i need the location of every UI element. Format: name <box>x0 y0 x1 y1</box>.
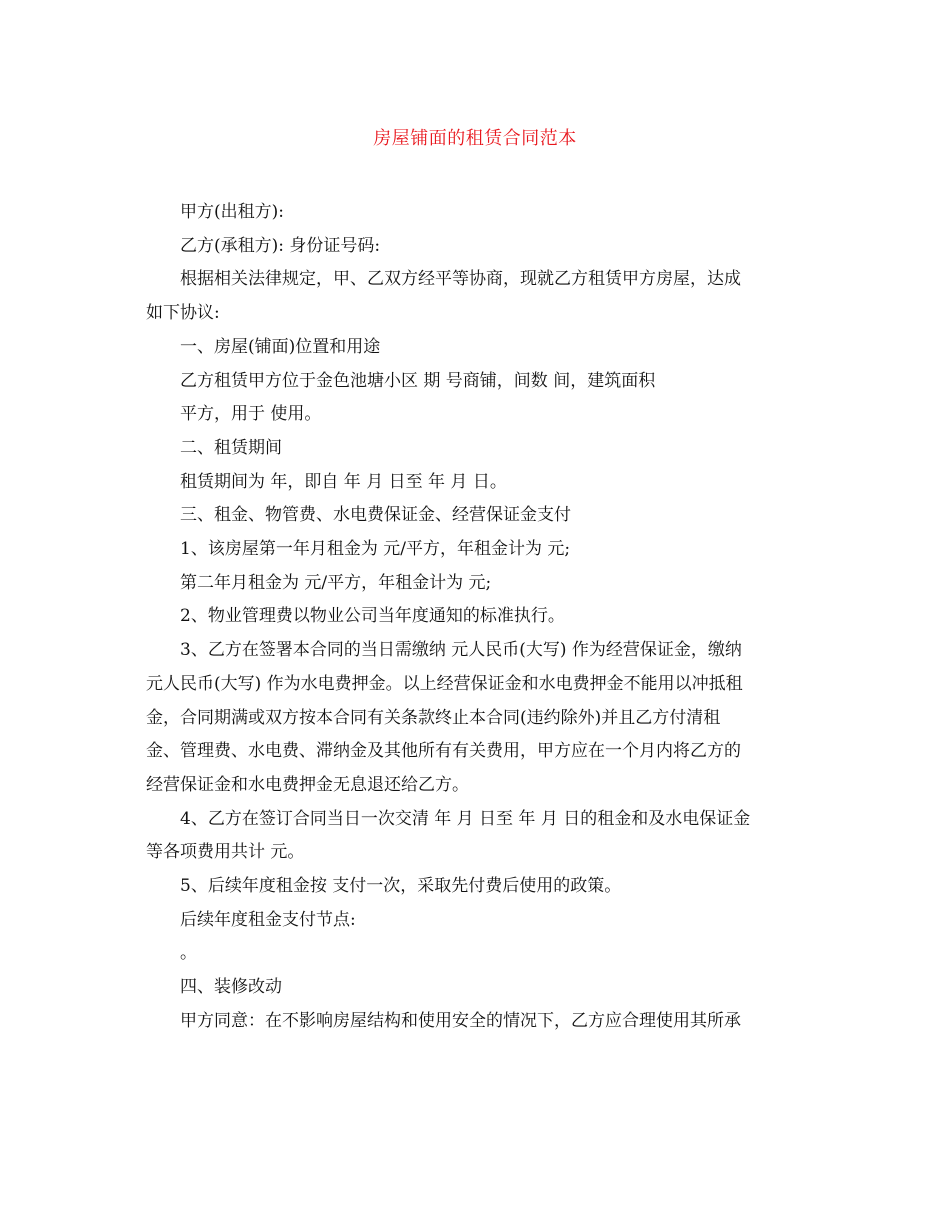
document-line: 四、装修改动 <box>180 977 282 998</box>
document-line: 一、房屋(铺面)位置和用途 <box>180 336 381 357</box>
document-line: 第二年月租金为 元/平方，年租金计为 元; <box>180 572 492 593</box>
document-line: 5、后续年度租金按 支付一次，采取先付费后使用的政策。 <box>180 876 622 897</box>
document-line: 甲方(出租方): <box>180 202 284 222</box>
document-line: 租赁期间为 年，即自 年 月 日至 年 月 日。 <box>180 471 507 492</box>
document-line: 4、乙方在签订合同当日一次交清 年 月 日至 年 月 日的租金和及水电保证金 <box>180 808 751 829</box>
document-line: 后续年度租金支付节点: <box>180 909 356 930</box>
document-line: 元人民币(大写) 作为水电费押金。以上经营保证金和水电费押金不能用以冲抵租 <box>146 673 743 694</box>
document-title: 房屋铺面的租赁合同范本 <box>373 128 577 149</box>
document-line: 乙方租赁甲方位于金色池塘小区 期 号商铺，间数 间，建筑面积 <box>180 370 656 391</box>
document-line: 3、乙方在签署本合同的当日需缴纳 元人民币(大写) 作为经营保证金，缴纳 <box>180 640 742 661</box>
document-line: 甲方同意：在不影响房屋结构和使用安全的情况下，乙方应合理使用其所承 <box>180 1010 741 1031</box>
document-line: 经营保证金和水电费押金无息退还给乙方。 <box>146 774 469 795</box>
document-line: 金、管理费、水电费、滞纳金及其他所有有关费用，甲方应在一个月内将乙方的 <box>146 741 741 762</box>
document-line: 乙方(承租方): 身份证号码: <box>180 235 381 256</box>
document-line: 1、该房屋第一年月租金为 元/平方，年租金计为 元; <box>180 539 571 560</box>
document-body <box>146 196 806 1039</box>
document-line: 金，合同期满或双方按本合同有关条款终止本合同(违约除外)并且乙方付清租 <box>146 707 721 728</box>
document-line: 平方，用于 使用。 <box>180 404 322 425</box>
document-line: 等各项费用共计 元。 <box>146 842 305 863</box>
document-line: 三、租金、物管费、水电费保证金、经营保证金支付 <box>180 505 571 526</box>
document-line: 二、租赁期间 <box>180 437 282 458</box>
document-line: 2、物业管理费以物业公司当年度通知的标准执行。 <box>180 606 565 627</box>
document-line: 如下协议: <box>146 303 220 324</box>
document-line: 。 <box>180 943 197 964</box>
document-line: 根据相关法律规定，甲、乙双方经平等协商，现就乙方租赁甲方房屋，达成 <box>180 269 741 290</box>
